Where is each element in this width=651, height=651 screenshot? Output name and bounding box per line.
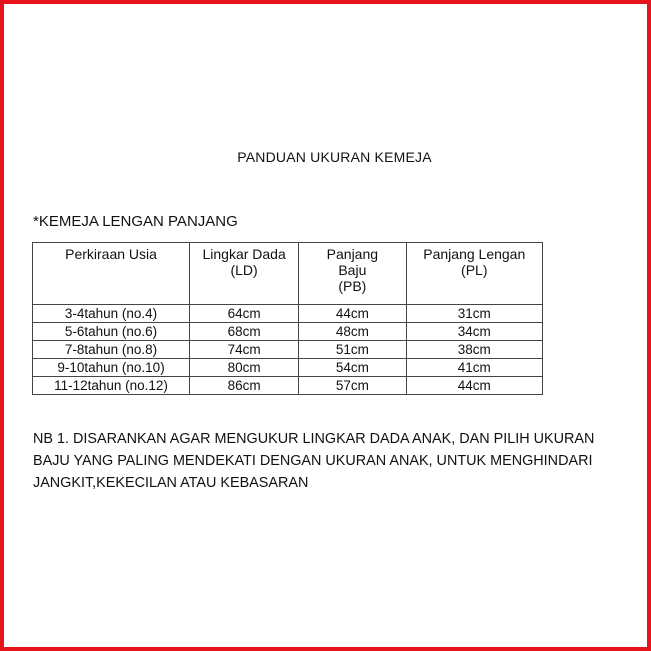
cell-age: 7-8tahun (no.8) — [33, 341, 190, 359]
header-sleeve-length-line1: Panjang Lengan — [423, 246, 526, 262]
header-age-line1: Perkiraan Usia — [65, 246, 157, 262]
cell-body-length: 54cm — [299, 359, 406, 377]
header-age — [33, 243, 190, 305]
cell-age: 9-10tahun (no.10) — [33, 359, 190, 377]
cell-chest: 74cm — [190, 341, 299, 359]
cell-chest: 64cm — [190, 305, 299, 323]
header-chest-line1: Lingkar Dada — [202, 246, 286, 262]
table-row — [33, 341, 543, 359]
cell-sleeve-length: 44cm — [406, 377, 542, 395]
cell-chest: 86cm — [190, 377, 299, 395]
header-body-length-line1: Panjang — [326, 246, 379, 262]
cell-sleeve-length: 38cm — [406, 341, 542, 359]
header-body-length-line2: Baju — [338, 262, 367, 278]
header-sleeve-length-line2: (PL) — [461, 262, 488, 278]
header-body-length-line3: (PB) — [338, 278, 367, 294]
cell-body-length: 48cm — [299, 323, 406, 341]
header-chest — [190, 243, 299, 305]
cell-sleeve-length: 31cm — [406, 305, 542, 323]
page-title: PANDUAN UKURAN KEMEJA — [237, 149, 432, 165]
cell-sleeve-length: 41cm — [406, 359, 542, 377]
cell-age: 5-6tahun (no.6) — [33, 323, 190, 341]
header-sleeve-length — [406, 243, 542, 305]
size-note — [33, 428, 633, 494]
table-header-row — [33, 243, 543, 305]
header-chest-line2: (LD) — [230, 262, 258, 278]
header-body-length — [299, 243, 406, 305]
note-line-3: JANGKIT,KEKECILAN ATAU KEBASARAN — [33, 475, 309, 491]
cell-sleeve-length: 34cm — [406, 323, 542, 341]
note-line-2: BAJU YANG PALING MENDEKATI DENGAN UKURAN ANAK, UNTUK MENGHINDARI — [33, 453, 593, 469]
cell-body-length: 51cm — [299, 341, 406, 359]
table-row — [33, 377, 543, 395]
cell-age: 3-4tahun (no.4) — [33, 305, 190, 323]
cell-age: 11-12tahun (no.12) — [33, 377, 190, 395]
cell-chest: 80cm — [190, 359, 299, 377]
note-line-1: NB 1. DISARANKAN AGAR MENGUKUR LINGKAR DADA ANAK, DAN PILIH UKURAN — [33, 431, 595, 447]
cell-chest: 68cm — [190, 323, 299, 341]
cell-body-length: 44cm — [299, 305, 406, 323]
table-row — [33, 305, 543, 323]
cell-body-length: 57cm — [299, 377, 406, 395]
table-row — [33, 359, 543, 377]
section-subtitle: *KEMEJA LENGAN PANJANG — [33, 213, 238, 230]
size-chart-table — [32, 242, 543, 395]
table-row — [33, 323, 543, 341]
